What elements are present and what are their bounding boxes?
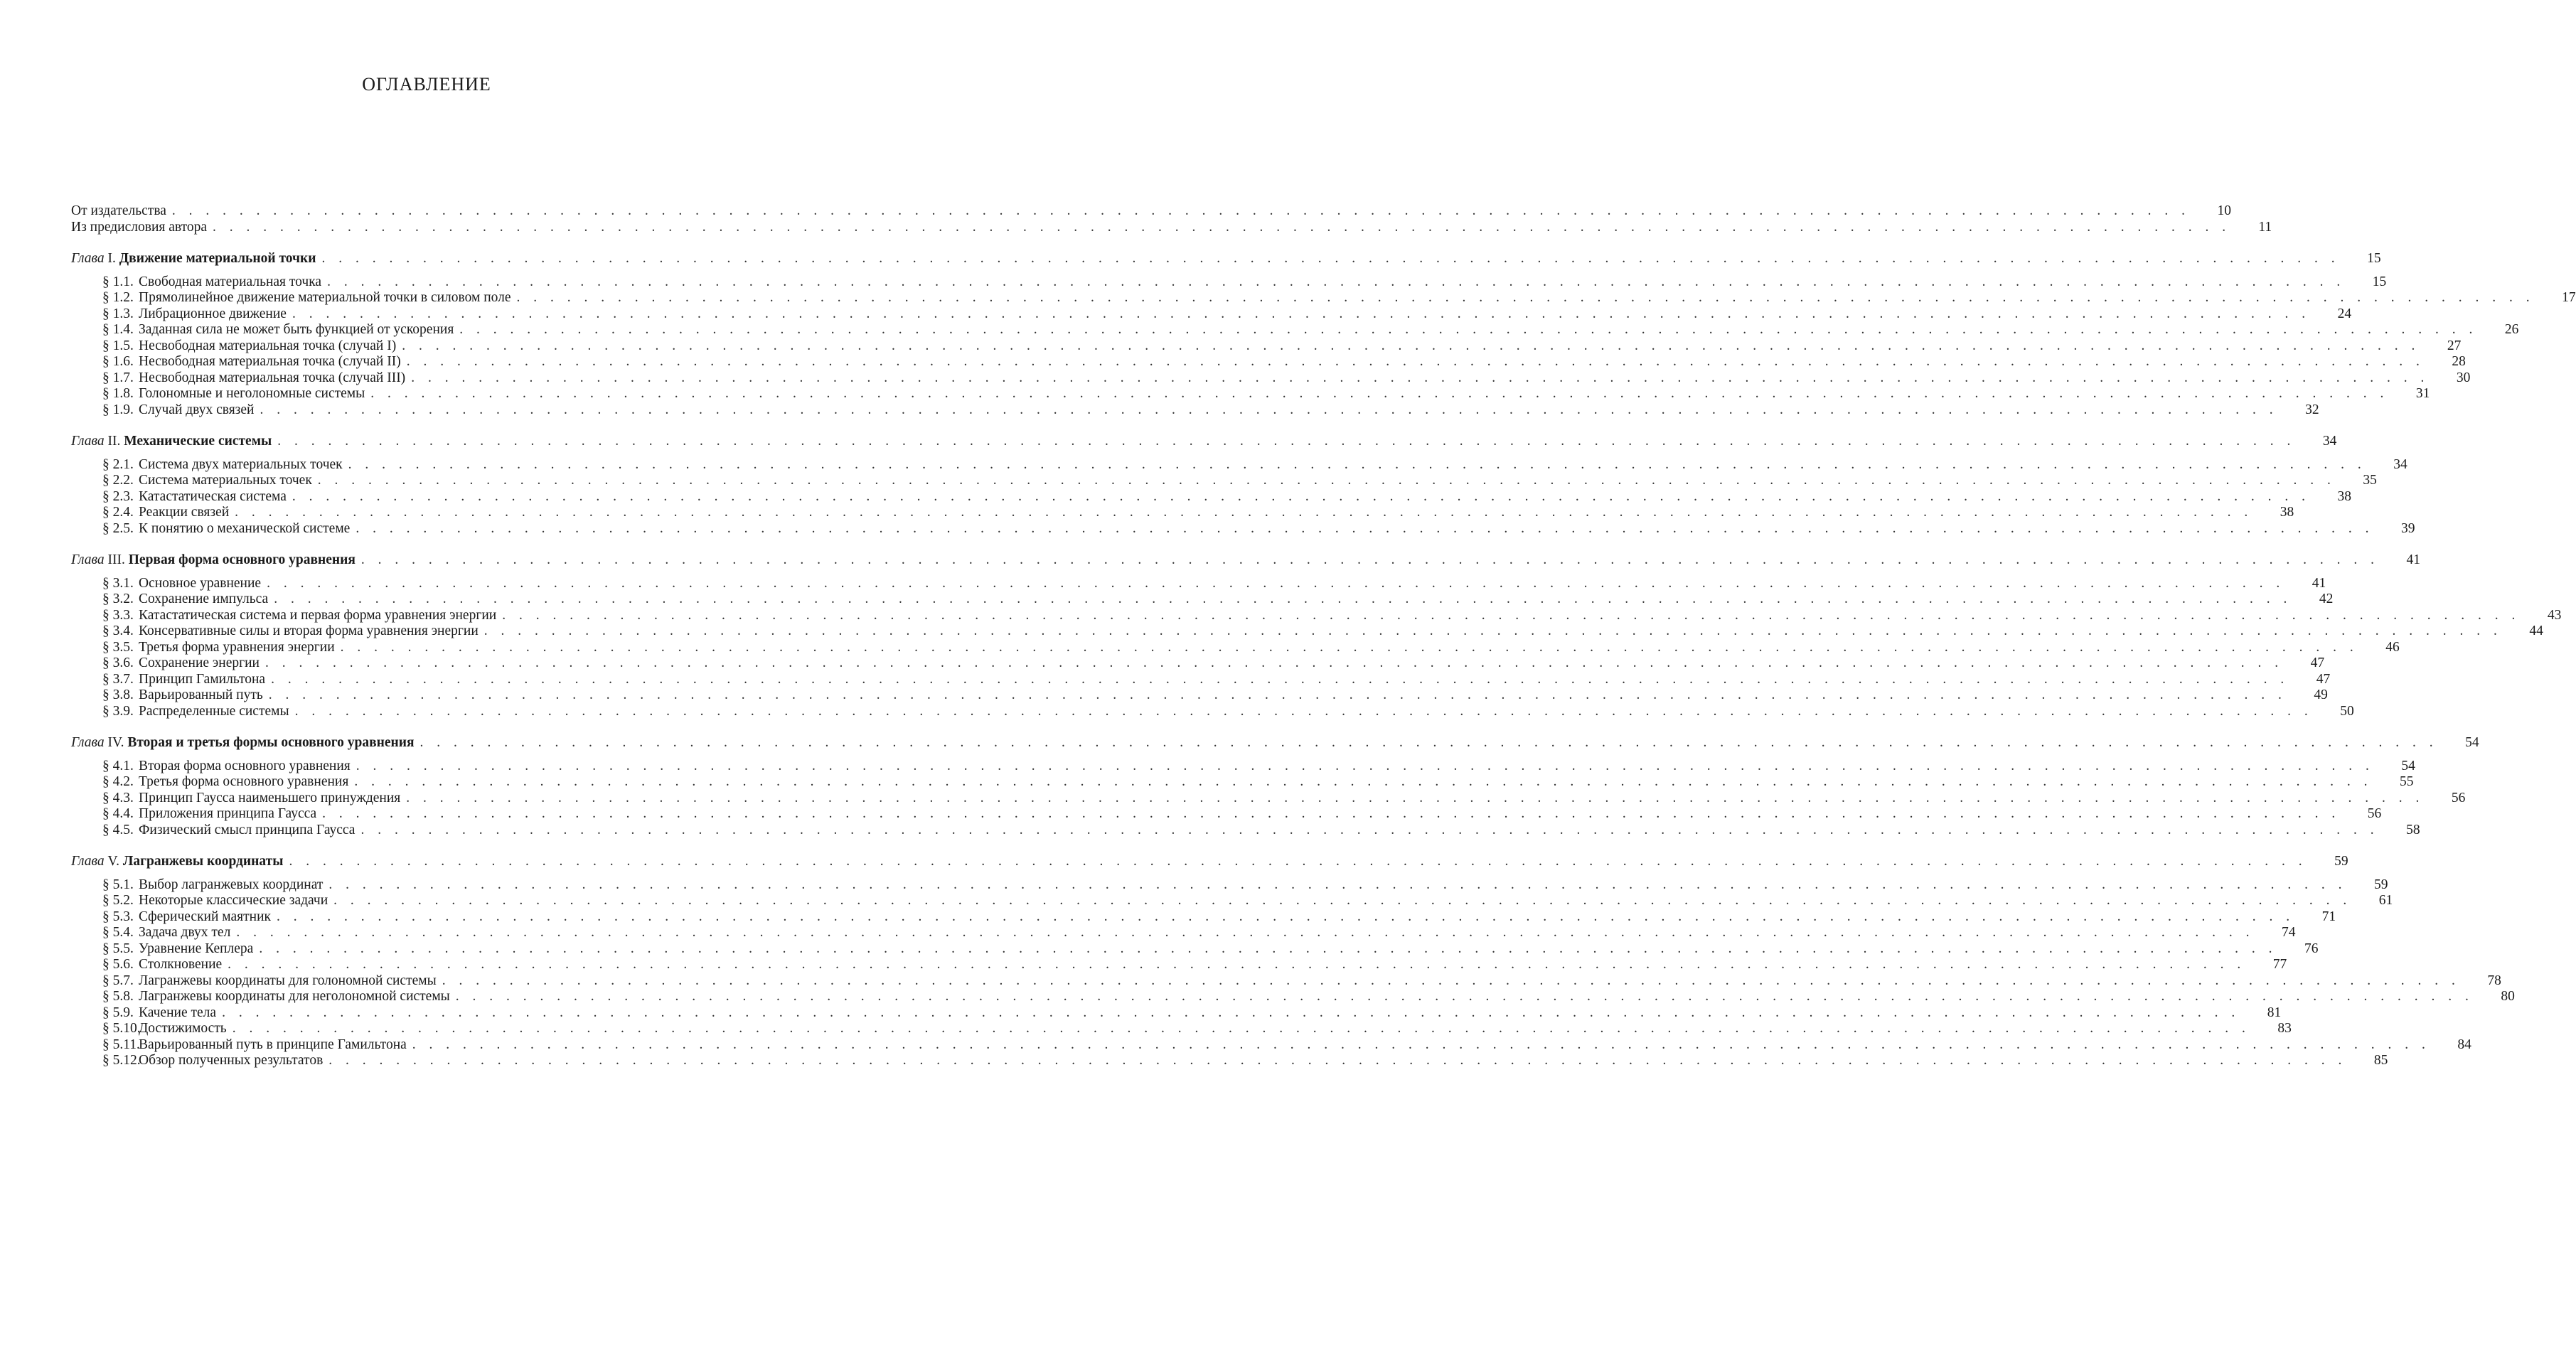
dot-leader: . . . . . . . . . . . . . . . . . . . . . . . . . . . . . . . . . . . . . . . . . . . . . . . . . . . . . . . . . . . . . . . . . . . . . . . . . . . . . . . . . . . . . . . . . . . . . . . . . . . . . . . . . . . . . . . . . . . . . . . . [442, 973, 2460, 988]
spacer [71, 838, 771, 854]
page-number: 35 [2363, 473, 2377, 488]
toc-entry-heading [71, 220, 207, 236]
page-number: 34 [2393, 456, 2407, 472]
entry-title: От издательства [71, 203, 166, 218]
dot-leader: . . . . . . . . . . . . . . . . . . . . . . . . . . . . . . . . . . . . . . . . . . . . . . . . . . . . . . . . . . . . . . . . . . . . . . . . . . . . . . . . . . . . . . . . . . . . . . . . . . . . . . . . . . . . . . . . . . . . . . . . [322, 806, 2341, 821]
toc-entry-heading [71, 274, 321, 291]
section-title: Катастатическая система [139, 488, 287, 504]
section-title: Варьированный путь в принципе Гамильтона [139, 1037, 407, 1052]
dot-leader: . . . . . . . . . . . . . . . . . . . . . . . . . . . . . . . . . . . . . . . . . . . . . . . . . . . . . . . . . . . . . . . . . . . . . . . . . . . . . . . . . . . . . . . . . . . . . . . . . . . . . . . . . . . . . . . . . . . . . . . . [411, 370, 2430, 385]
section-title: Несвободная материальная точка (случай II) [139, 354, 401, 369]
toc-entry-heading [71, 735, 415, 751]
dot-leader: . . . . . . . . . . . . . . . . . . . . . . . . . . . . . . . . . . . . . . . . . . . . . . . . . . . . . . . . . . . . . . . . . . . . . . . . . . . . . . . . . . . . . . . . . . . . . . . . . . . . . . . . . . . . . . . . . . . . . . . . [171, 203, 2191, 218]
dot-leader: . . . . . . . . . . . . . . . . . . . . . . . . . . . . . . . . . . . . . . . . . . . . . . . . . . . . . . . . . . . . . . . . . . . . . . . . . . . . . . . . . . . . . . . . . . . . . . . . . . . . . . . . . . . . . . . . . . . . . . . . [317, 473, 2336, 488]
toc-section-entry[interactable] [71, 893, 2393, 909]
section-number: § 4.3. [102, 790, 134, 805]
section-number: § 3.6. [102, 655, 134, 670]
section-number: § 4.2. [102, 774, 134, 789]
section-number: § 1.1. [102, 274, 134, 289]
toc-entry-heading [71, 893, 328, 909]
dot-leader: . . . . . . . . . . . . . . . . . . . . . . . . . . . . . . . . . . . . . . . . . . . . . . . . . . . . . . . . . . . . . . . . . . . . . . . . . . . . . . . . . . . . . . . . . . . . . . . . . . . . . . . . . . . . . . . . . . . . . . . . [260, 402, 2278, 417]
chapter-label: Глава [71, 735, 105, 750]
dot-leader: . . . . . . . . . . . . . . . . . . . . . . . . . . . . . . . . . . . . . . . . . . . . . . . . . . . . . . . . . . . . . . . . . . . . . . . . . . . . . . . . . . . . . . . . . . . . . . . . . . . . . . . . . . . . . . . . . . . . . . . . [236, 925, 2255, 940]
dot-leader: . . . . . . . . . . . . . . . . . . . . . . . . . . . . . . . . . . . . . . . . . . . . . . . . . . . . . . . . . . . . . . . . . . . . . . . . . . . . . . . . . . . . . . . . . . . . . . . . . . . . . . . . . . . . . . . . . . . . . . . . [292, 488, 2311, 504]
toc-section-entry[interactable] [71, 941, 2319, 958]
dot-leader: . . . . . . . . . . . . . . . . . . . . . . . . . . . . . . . . . . . . . . . . . . . . . . . . . . . . . . . . . . . . . . . . . . . . . . . . . . . . . . . . . . . . . . . . . . . . . . . . . . . . . . . . . . . . . . . . . . . . . . . . [294, 703, 2313, 719]
page-number: 41 [2406, 552, 2421, 567]
section-number: § 5.4. [102, 925, 134, 940]
toc-entry-heading [71, 655, 260, 672]
section-title: Система материальных точек [139, 473, 312, 488]
toc-section-entry[interactable] [71, 505, 2294, 521]
toc-entry-heading [71, 290, 511, 306]
section-title: Сферический маятник [139, 909, 272, 924]
dot-leader: . . . . . . . . . . . . . . . . . . . . . . . . . . . . . . . . . . . . . . . . . . . . . . . . . . . . . . . . . . . . . . . . . . . . . . . . . . . . . . . . . . . . . . . . . . . . . . . . . . . . . . . . . . . . . . . . . . . . . . . . [228, 957, 2246, 972]
toc-section-entry[interactable] [71, 322, 2519, 338]
toc-section-entry[interactable] [71, 1053, 2388, 1069]
section-title: К понятию о механической системе [139, 520, 351, 536]
section-number: § 3.9. [102, 703, 134, 719]
section-title: Голономные и неголономные системы [139, 386, 365, 401]
dot-leader: . . . . . . . . . . . . . . . . . . . . . . . . . . . . . . . . . . . . . . . . . . . . . . . . . . . . . . . . . . . . . . . . . . . . . . . . . . . . . . . . . . . . . . . . . . . . . . . . . . . . . . . . . . . . . . . . . . . . . . . . [289, 854, 2307, 869]
section-number: § 5.3. [102, 909, 134, 924]
toc-section-entry[interactable] [71, 973, 2501, 990]
chapter-number: III. [107, 552, 125, 567]
section-number: § 1.5. [102, 338, 134, 353]
page-number: 27 [2447, 338, 2462, 353]
dot-leader: . . . . . . . . . . . . . . . . . . . . . . . . . . . . . . . . . . . . . . . . . . . . . . . . . . . . . . . . . . . . . . . . . . . . . . . . . . . . . . . . . . . . . . . . . . . . . . . . . . . . . . . . . . . . . . . . . . . . . . . . [222, 1005, 2240, 1020]
section-number: § 5.2. [102, 893, 134, 908]
dot-leader: . . . . . . . . . . . . . . . . . . . . . . . . . . . . . . . . . . . . . . . . . . . . . . . . . . . . . . . . . . . . . . . . . . . . . . . . . . . . . . . . . . . . . . . . . . . . . . . . . . . . . . . . . . . . . . . . . . . . . . . . [277, 909, 2295, 924]
chapter-number: II. [107, 434, 121, 449]
section-number: § 1.3. [102, 306, 134, 321]
dot-leader: . . . . . . . . . . . . . . . . . . . . . . . . . . . . . . . . . . . . . . . . . . . . . . . . . . . . . . . . . . . . . . . . . . . . . . . . . . . . . . . . . . . . . . . . . . . . . . . . . . . . . . . . . . . . . . . . . . . . . . . . [354, 774, 2373, 789]
section-number: § 5.11. [102, 1037, 140, 1052]
page-number: 38 [2337, 488, 2352, 504]
page-number: 50 [2340, 703, 2354, 719]
page-number: 28 [2452, 354, 2466, 369]
page-number: 83 [2277, 1021, 2292, 1036]
section-number: § 5.5. [102, 941, 134, 956]
section-title: Качение тела [139, 1005, 217, 1020]
page-number: 59 [2334, 854, 2348, 869]
section-number: § 3.3. [102, 607, 134, 623]
toc-front-entry[interactable] [71, 219, 2272, 236]
chapter-label: Глава [71, 434, 105, 449]
dot-leader: . . . . . . . . . . . . . . . . . . . . . . . . . . . . . . . . . . . . . . . . . . . . . . . . . . . . . . . . . . . . . . . . . . . . . . . . . . . . . . . . . . . . . . . . . . . . . . . . . . . . . . . . . . . . . . . . . . . . . . . . [265, 655, 2284, 670]
section-number: § 1.6. [102, 354, 134, 369]
section-number: § 1.9. [102, 402, 134, 417]
toc-section-entry[interactable] [71, 790, 2466, 807]
page-number: 59 [2374, 877, 2388, 892]
dot-leader: . . . . . . . . . . . . . . . . . . . . . . . . . . . . . . . . . . . . . . . . . . . . . . . . . . . . . . . . . . . . . . . . . . . . . . . . . . . . . . . . . . . . . . . . . . . . . . . . . . . . . . . . . . . . . . . . . . . . . . . . [419, 735, 2438, 750]
toc-section-entry[interactable] [71, 473, 2377, 489]
section-number: § 2.4. [102, 505, 134, 520]
toc-entry-heading [71, 774, 348, 791]
chapter-title: Вторая и третья формы основного уравнения [127, 735, 415, 750]
toc-entry-heading [71, 672, 265, 688]
section-title: Лагранжевы координаты для неголономной системы [139, 989, 450, 1004]
toc-entry-heading [71, 791, 400, 807]
dot-leader: . . . . . . . . . . . . . . . . . . . . . . . . . . . . . . . . . . . . . . . . . . . . . . . . . . . . . . . . . . . . . . . . . . . . . . . . . . . . . . . . . . . . . . . . . . . . . . . . . . . . . . . . . . . . . . . . . . . . . . . . [455, 989, 2474, 1004]
toc-section-entry[interactable] [71, 909, 2336, 926]
section-title: Третья форма основного уравнения [139, 774, 349, 789]
section-title: Сохранение энергии [139, 655, 260, 670]
toc-entry-heading [71, 203, 166, 220]
section-number: § 3.1. [102, 575, 134, 591]
page-number: 43 [2547, 607, 2562, 623]
page-number: 61 [2378, 893, 2393, 908]
section-number: § 3.7. [102, 671, 134, 687]
section-title: Задача двух тел [139, 925, 231, 940]
spacer [71, 751, 771, 759]
dot-leader: . . . . . . . . . . . . . . . . . . . . . . . . . . . . . . . . . . . . . . . . . . . . . . . . . . . . . . . . . . . . . . . . . . . . . . . . . . . . . . . . . . . . . . . . . . . . . . . . . . . . . . . . . . . . . . . . . . . . . . . . [271, 671, 2289, 687]
page-number: 32 [2305, 402, 2319, 417]
spacer [71, 569, 771, 576]
section-number: § 5.1. [102, 877, 134, 892]
toc-section-entry[interactable] [71, 274, 2387, 291]
toc-section-entry[interactable] [71, 957, 2287, 973]
dot-leader: . . . . . . . . . . . . . . . . . . . . . . . . . . . . . . . . . . . . . . . . . . . . . . . . . . . . . . . . . . . . . . . . . . . . . . . . . . . . . . . . . . . . . . . . . . . . . . . . . . . . . . . . . . . . . . . . . . . . . . . . [360, 822, 2379, 837]
toc-entry-heading [71, 704, 289, 720]
toc-entry-heading [71, 973, 437, 990]
toc-entry-heading [71, 473, 312, 489]
toc-entry-heading [71, 877, 323, 894]
chapter-title: Механические системы [124, 434, 272, 449]
page-title: ОГЛАВЛЕНИЕ [362, 74, 491, 95]
dot-leader: . . . . . . . . . . . . . . . . . . . . . . . . . . . . . . . . . . . . . . . . . . . . . . . . . . . . . . . . . . . . . . . . . . . . . . . . . . . . . . . . . . . . . . . . . . . . . . . . . . . . . . . . . . . . . . . . . . . . . . . . [277, 434, 2296, 449]
toc-section-entry[interactable] [71, 1005, 2282, 1022]
toc-entry-heading [71, 1021, 227, 1037]
toc-entry-heading [71, 322, 454, 338]
toc-section-entry[interactable] [71, 806, 2382, 823]
toc-entry-heading [71, 854, 283, 870]
section-title: Реакции связей [139, 505, 230, 520]
chapter-label: Глава [71, 552, 105, 567]
section-number: § 1.4. [102, 322, 134, 337]
section-title: Уравнение Кеплера [139, 941, 254, 956]
section-title: Лагранжевы координаты для голономной системы [139, 973, 437, 988]
section-number: § 1.8. [102, 386, 134, 401]
section-number: § 2.5. [102, 520, 134, 536]
dot-leader: . . . . . . . . . . . . . . . . . . . . . . . . . . . . . . . . . . . . . . . . . . . . . . . . . . . . . . . . . . . . . . . . . . . . . . . . . . . . . . . . . . . . . . . . . . . . . . . . . . . . . . . . . . . . . . . . . . . . . . . . [267, 575, 2285, 591]
section-number: § 2.3. [102, 488, 134, 504]
dot-leader: . . . . . . . . . . . . . . . . . . . . . . . . . . . . . . . . . . . . . . . . . . . . . . . . . . . . . . . . . . . . . . . . . . . . . . . . . . . . . . . . . . . . . . . . . . . . . . . . . . . . . . . . . . . . . . . . . . . . . . . . [328, 1053, 2347, 1068]
section-number: § 3.5. [102, 639, 134, 655]
toc-section-entry[interactable] [71, 758, 2415, 775]
dot-leader: . . . . . . . . . . . . . . . . . . . . . . . . . . . . . . . . . . . . . . . . . . . . . . . . . . . . . . . . . . . . . . . . . . . . . . . . . . . . . . . . . . . . . . . . . . . . . . . . . . . . . . . . . . . . . . . . . . . . . . . . [328, 877, 2347, 892]
page-number: 41 [2312, 575, 2326, 591]
chapter-title: Первая форма основного уравнения [128, 552, 356, 567]
section-number: § 1.7. [102, 370, 134, 385]
page-number: 30 [2456, 370, 2471, 385]
toc-entry-heading [71, 370, 405, 387]
section-title: Несвободная материальная точка (случай III) [139, 370, 406, 385]
section-title: Прямолинейное движение материальной точки в силовом поле [139, 290, 511, 305]
toc-section-entry[interactable] [71, 386, 2430, 402]
toc-chapter-entry[interactable] [71, 251, 2381, 267]
section-number: § 3.2. [102, 591, 134, 606]
toc-entry-heading [71, 306, 287, 323]
dot-leader: . . . . . . . . . . . . . . . . . . . . . . . . . . . . . . . . . . . . . . . . . . . . . . . . . . . . . . . . . . . . . . . . . . . . . . . . . . . . . . . . . . . . . . . . . . . . . . . . . . . . . . . . . . . . . . . . . . . . . . . . [412, 1037, 2430, 1052]
dot-leader: . . . . . . . . . . . . . . . . . . . . . . . . . . . . . . . . . . . . . . . . . . . . . . . . . . . . . . . . . . . . . . . . . . . . . . . . . . . . . . . . . . . . . . . . . . . . . . . . . . . . . . . . . . . . . . . . . . . . . . . . [370, 386, 2389, 401]
page-number: 46 [2385, 639, 2400, 655]
spacer [71, 450, 771, 457]
dot-leader: . . . . . . . . . . . . . . . . . . . . . . . . . . . . . . . . . . . . . . . . . . . . . . . . . . . . . . . . . . . . . . . . . . . . . . . . . . . . . . . . . . . . . . . . . . . . . . . . . . . . . . . . . . . . . . . . . . . . . . . . [235, 505, 2253, 520]
toc-entry-heading [71, 608, 496, 624]
page-number: 81 [2267, 1005, 2282, 1020]
section-number: § 2.1. [102, 456, 134, 472]
dot-leader: . . . . . . . . . . . . . . . . . . . . . . . . . . . . . . . . . . . . . . . . . . . . . . . . . . . . . . . . . . . . . . . . . . . . . . . . . . . . . . . . . . . . . . . . . . . . . . . . . . . . . . . . . . . . . . . . . . . . . . . . [516, 290, 2535, 305]
page-number: 74 [2281, 925, 2296, 940]
dot-leader: . . . . . . . . . . . . . . . . . . . . . . . . . . . . . . . . . . . . . . . . . . . . . . . . . . . . . . . . . . . . . . . . . . . . . . . . . . . . . . . . . . . . . . . . . . . . . . . . . . . . . . . . . . . . . . . . . . . . . . . . [327, 274, 2346, 289]
section-title: Распределенные системы [139, 703, 289, 719]
dot-leader: . . . . . . . . . . . . . . . . . . . . . . . . . . . . . . . . . . . . . . . . . . . . . . . . . . . . . . . . . . . . . . . . . . . . . . . . . . . . . . . . . . . . . . . . . . . . . . . . . . . . . . . . . . . . . . . . . . . . . . . . [406, 354, 2425, 369]
toc-entry-heading [71, 823, 355, 839]
page-number: 15 [2372, 274, 2387, 289]
section-title: Вторая форма основного уравнения [139, 758, 351, 773]
dot-leader: . . . . . . . . . . . . . . . . . . . . . . . . . . . . . . . . . . . . . . . . . . . . . . . . . . . . . . . . . . . . . . . . . . . . . . . . . . . . . . . . . . . . . . . . . . . . . . . . . . . . . . . . . . . . . . . . . . . . . . . . [333, 893, 2352, 908]
spacer [71, 418, 771, 434]
toc-section-entry[interactable] [71, 877, 2388, 894]
page-number: 76 [2304, 941, 2319, 956]
page-number: 80 [2501, 989, 2515, 1004]
section-number: § 3.8. [102, 687, 134, 702]
toc-entry-heading [71, 489, 287, 505]
toc-entry-heading [71, 505, 229, 521]
section-title: Система двух материальных точек [139, 456, 343, 472]
toc-entry-heading [71, 687, 263, 704]
chapter-number: V. [107, 854, 119, 869]
dot-leader: . . . . . . . . . . . . . . . . . . . . . . . . . . . . . . . . . . . . . . . . . . . . . . . . . . . . . . . . . . . . . . . . . . . . . . . . . . . . . . . . . . . . . . . . . . . . . . . . . . . . . . . . . . . . . . . . . . . . . . . . [502, 607, 2521, 623]
toc-chapter-entry[interactable] [71, 434, 2337, 450]
section-number: § 1.2. [102, 290, 134, 305]
dot-leader: . . . . . . . . . . . . . . . . . . . . . . . . . . . . . . . . . . . . . . . . . . . . . . . . . . . . . . . . . . . . . . . . . . . . . . . . . . . . . . . . . . . . . . . . . . . . . . . . . . . . . . . . . . . . . . . . . . . . . . . . [321, 251, 2340, 266]
page-number: 17 [2562, 290, 2576, 305]
section-number: § 5.8. [102, 989, 134, 1004]
toc-section-entry[interactable] [71, 575, 2326, 592]
toc-entry-heading [71, 957, 222, 973]
toc-section-entry[interactable] [71, 370, 2471, 387]
section-title: Принцип Гаусса наименьшего принуждения [139, 790, 401, 805]
toc-section-entry[interactable] [71, 774, 2414, 791]
page-number: 26 [2504, 322, 2519, 337]
toc-chapter-entry[interactable] [71, 854, 2348, 870]
section-number: § 4.5. [102, 822, 134, 837]
toc-section-entry[interactable] [71, 456, 2407, 473]
page-number: 58 [2406, 822, 2420, 837]
toc-section-entry[interactable] [71, 1037, 2471, 1054]
toc-entry-heading [71, 941, 253, 958]
toc-section-entry[interactable] [71, 655, 2325, 672]
section-title: Несвободная материальная точка (случай I) [139, 338, 397, 353]
section-number: § 5.9. [102, 1005, 134, 1020]
toc-entry-heading [71, 640, 335, 656]
page-number: 38 [2280, 505, 2294, 520]
page-number: 24 [2337, 306, 2352, 321]
toc-entry-heading [71, 1053, 323, 1069]
dot-leader: . . . . . . . . . . . . . . . . . . . . . . . . . . . . . . . . . . . . . . . . . . . . . . . . . . . . . . . . . . . . . . . . . . . . . . . . . . . . . . . . . . . . . . . . . . . . . . . . . . . . . . . . . . . . . . . . . . . . . . . . [348, 456, 2366, 472]
section-number: § 4.4. [102, 806, 134, 821]
section-title: Консервативные силы и вторая форма уравнения энергии [139, 623, 479, 638]
page-number: 55 [2399, 774, 2414, 789]
dot-leader: . . . . . . . . . . . . . . . . . . . . . . . . . . . . . . . . . . . . . . . . . . . . . . . . . . . . . . . . . . . . . . . . . . . . . . . . . . . . . . . . . . . . . . . . . . . . . . . . . . . . . . . . . . . . . . . . . . . . . . . . [459, 322, 2478, 337]
section-title: Сохранение импульса [139, 591, 269, 606]
page-number: 77 [2272, 957, 2287, 972]
page-number: 56 [2367, 806, 2382, 821]
page-number: 49 [2314, 687, 2328, 702]
section-title: Случай двух связей [139, 402, 255, 417]
page-number: 84 [2457, 1037, 2471, 1052]
page-number: 85 [2373, 1053, 2388, 1068]
page-number: 15 [2367, 251, 2381, 266]
toc-entry-heading [71, 251, 316, 267]
toc-entry-heading [71, 623, 479, 640]
toc-entry-heading [71, 402, 254, 419]
dot-leader: . . . . . . . . . . . . . . . . . . . . . . . . . . . . . . . . . . . . . . . . . . . . . . . . . . . . . . . . . . . . . . . . . . . . . . . . . . . . . . . . . . . . . . . . . . . . . . . . . . . . . . . . . . . . . . . . . . . . . . . . [356, 520, 2374, 536]
table-of-contents [71, 203, 2576, 1069]
chapter-number: I. [107, 251, 116, 266]
section-title: Катастатическая система и первая форма уравнения энергии [139, 607, 497, 623]
toc-section-entry[interactable] [71, 520, 2415, 537]
page-number: 47 [2316, 671, 2331, 687]
toc-entry-heading [71, 989, 450, 1005]
toc-chapter-entry[interactable] [71, 735, 2479, 751]
dot-leader: . . . . . . . . . . . . . . . . . . . . . . . . . . . . . . . . . . . . . . . . . . . . . . . . . . . . . . . . . . . . . . . . . . . . . . . . . . . . . . . . . . . . . . . . . . . . . . . . . . . . . . . . . . . . . . . . . . . . . . . . [356, 758, 2374, 773]
toc-entry-heading [71, 1005, 216, 1022]
toc-section-entry[interactable] [71, 591, 2334, 608]
spacer [71, 537, 771, 552]
page-number: 54 [2465, 735, 2479, 750]
toc-chapter-entry[interactable] [71, 552, 2421, 569]
toc-section-entry[interactable] [71, 639, 2400, 656]
page-number: 44 [2529, 623, 2543, 638]
toc-entry-heading [71, 521, 350, 537]
dot-leader: . . . . . . . . . . . . . . . . . . . . . . . . . . . . . . . . . . . . . . . . . . . . . . . . . . . . . . . . . . . . . . . . . . . . . . . . . . . . . . . . . . . . . . . . . . . . . . . . . . . . . . . . . . . . . . . . . . . . . . . . [402, 338, 2420, 353]
section-title: Варьированный путь [139, 687, 263, 702]
spacer [71, 267, 771, 274]
section-title: Достижимость [139, 1021, 227, 1036]
toc-entry-heading [71, 338, 396, 355]
chapter-label: Глава [71, 251, 105, 266]
toc-section-entry[interactable] [71, 623, 2543, 640]
dot-leader: . . . . . . . . . . . . . . . . . . . . . . . . . . . . . . . . . . . . . . . . . . . . . . . . . . . . . . . . . . . . . . . . . . . . . . . . . . . . . . . . . . . . . . . . . . . . . . . . . . . . . . . . . . . . . . . . . . . . . . . . [340, 639, 2358, 655]
page-number: 78 [2487, 973, 2501, 988]
page-number: 39 [2400, 520, 2415, 536]
toc-section-entry[interactable] [71, 306, 2352, 323]
page-number: 56 [2451, 790, 2466, 805]
section-title: Третья форма уравнения энергии [139, 639, 335, 655]
dot-leader: . . . . . . . . . . . . . . . . . . . . . . . . . . . . . . . . . . . . . . . . . . . . . . . . . . . . . . . . . . . . . . . . . . . . . . . . . . . . . . . . . . . . . . . . . . . . . . . . . . . . . . . . . . . . . . . . . . . . . . . . [268, 687, 2287, 702]
toc-entry-heading [71, 591, 268, 608]
chapter-title: Движение материальной точки [119, 251, 316, 266]
section-title: Либрационное движение [139, 306, 287, 321]
toc-entry-heading [71, 576, 261, 592]
dot-leader: . . . . . . . . . . . . . . . . . . . . . . . . . . . . . . . . . . . . . . . . . . . . . . . . . . . . . . . . . . . . . . . . . . . . . . . . . . . . . . . . . . . . . . . . . . . . . . . . . . . . . . . . . . . . . . . . . . . . . . . . [232, 1021, 2250, 1036]
toc-section-entry[interactable] [71, 1021, 2292, 1037]
section-title: Обзор полученных результатов [139, 1053, 324, 1068]
toc-section-entry[interactable] [71, 354, 2466, 370]
toc-section-entry[interactable] [71, 925, 2296, 941]
toc-entry-heading [71, 909, 271, 926]
chapter-title: Лагранжевы координаты [122, 854, 284, 869]
toc-section-entry[interactable] [71, 989, 2515, 1005]
dot-leader: . . . . . . . . . . . . . . . . . . . . . . . . . . . . . . . . . . . . . . . . . . . . . . . . . . . . . . . . . . . . . . . . . . . . . . . . . . . . . . . . . . . . . . . . . . . . . . . . . . . . . . . . . . . . . . . . . . . . . . . . [292, 306, 2311, 321]
page-number: 42 [2319, 591, 2334, 606]
section-title: Заданная сила не может быть функцией от ускорения [139, 322, 454, 337]
page-number: 11 [2258, 219, 2272, 235]
toc-entry-heading [71, 552, 356, 569]
section-title: Основное уравнение [139, 575, 262, 591]
page-number: 10 [2217, 203, 2232, 218]
toc-entry-heading [71, 759, 351, 775]
page-number: 54 [2401, 758, 2415, 773]
section-number: § 2.2. [102, 473, 134, 488]
toc-section-entry[interactable] [71, 687, 2328, 704]
toc-section-entry[interactable] [71, 488, 2352, 505]
dot-leader: . . . . . . . . . . . . . . . . . . . . . . . . . . . . . . . . . . . . . . . . . . . . . . . . . . . . . . . . . . . . . . . . . . . . . . . . . . . . . . . . . . . . . . . . . . . . . . . . . . . . . . . . . . . . . . . . . . . . . . . . [259, 941, 2277, 956]
toc-section-entry[interactable] [71, 671, 2331, 688]
entry-title: Из предисловия автора [71, 219, 208, 235]
spacer [71, 719, 771, 735]
page-number: 34 [2322, 434, 2337, 449]
section-title: Приложения принципа Гаусса [139, 806, 317, 821]
toc-entry-heading [71, 386, 365, 402]
section-number: § 3.4. [102, 623, 134, 638]
section-number: § 5.6. [102, 957, 134, 972]
chapter-label: Глава [71, 854, 105, 869]
page-number: 47 [2310, 655, 2325, 670]
toc-section-entry[interactable] [71, 822, 2420, 839]
section-title: Столкновение [139, 957, 223, 972]
section-number: § 5.12. [102, 1053, 141, 1068]
section-number: § 5.10. [102, 1021, 141, 1036]
section-title: Физический смысл принципа Гаусса [139, 822, 356, 837]
toc-front-entry[interactable] [71, 203, 2232, 220]
section-title: Некоторые классические задачи [139, 893, 328, 908]
toc-entry-heading [71, 925, 230, 941]
toc-entry-heading [71, 457, 343, 473]
dot-leader: . . . . . . . . . . . . . . . . . . . . . . . . . . . . . . . . . . . . . . . . . . . . . . . . . . . . . . . . . . . . . . . . . . . . . . . . . . . . . . . . . . . . . . . . . . . . . . . . . . . . . . . . . . . . . . . . . . . . . . . . [483, 623, 2502, 638]
toc-section-entry[interactable] [71, 607, 2562, 624]
toc-entry-heading [71, 1037, 407, 1054]
toc-entry-heading [71, 806, 316, 823]
section-title: Свободная материальная точка [139, 274, 322, 289]
spacer [71, 870, 771, 877]
page-number: 71 [2321, 909, 2336, 924]
toc-entry-heading [71, 354, 401, 370]
dot-leader: . . . . . . . . . . . . . . . . . . . . . . . . . . . . . . . . . . . . . . . . . . . . . . . . . . . . . . . . . . . . . . . . . . . . . . . . . . . . . . . . . . . . . . . . . . . . . . . . . . . . . . . . . . . . . . . . . . . . . . . . [360, 552, 2380, 567]
toc-section-entry[interactable] [71, 290, 2576, 306]
section-title: Выбор лагранжевых координат [139, 877, 324, 892]
toc-section-entry[interactable] [71, 338, 2462, 355]
toc-entry-heading [71, 434, 272, 450]
section-number: § 4.1. [102, 758, 134, 773]
dot-leader: . . . . . . . . . . . . . . . . . . . . . . . . . . . . . . . . . . . . . . . . . . . . . . . . . . . . . . . . . . . . . . . . . . . . . . . . . . . . . . . . . . . . . . . . . . . . . . . . . . . . . . . . . . . . . . . . . . . . . . . . [213, 219, 2231, 235]
spacer [71, 235, 771, 251]
toc-section-entry[interactable] [71, 402, 2319, 419]
section-title: Принцип Гамильтона [139, 671, 266, 687]
dot-leader: . . . . . . . . . . . . . . . . . . . . . . . . . . . . . . . . . . . . . . . . . . . . . . . . . . . . . . . . . . . . . . . . . . . . . . . . . . . . . . . . . . . . . . . . . . . . . . . . . . . . . . . . . . . . . . . . . . . . . . . . [274, 591, 2292, 606]
section-number: § 5.7. [102, 973, 134, 988]
dot-leader: . . . . . . . . . . . . . . . . . . . . . . . . . . . . . . . . . . . . . . . . . . . . . . . . . . . . . . . . . . . . . . . . . . . . . . . . . . . . . . . . . . . . . . . . . . . . . . . . . . . . . . . . . . . . . . . . . . . . . . . . [406, 790, 2425, 805]
chapter-number: IV. [107, 735, 124, 750]
page-number: 31 [2415, 386, 2430, 401]
toc-section-entry[interactable] [71, 703, 2354, 720]
